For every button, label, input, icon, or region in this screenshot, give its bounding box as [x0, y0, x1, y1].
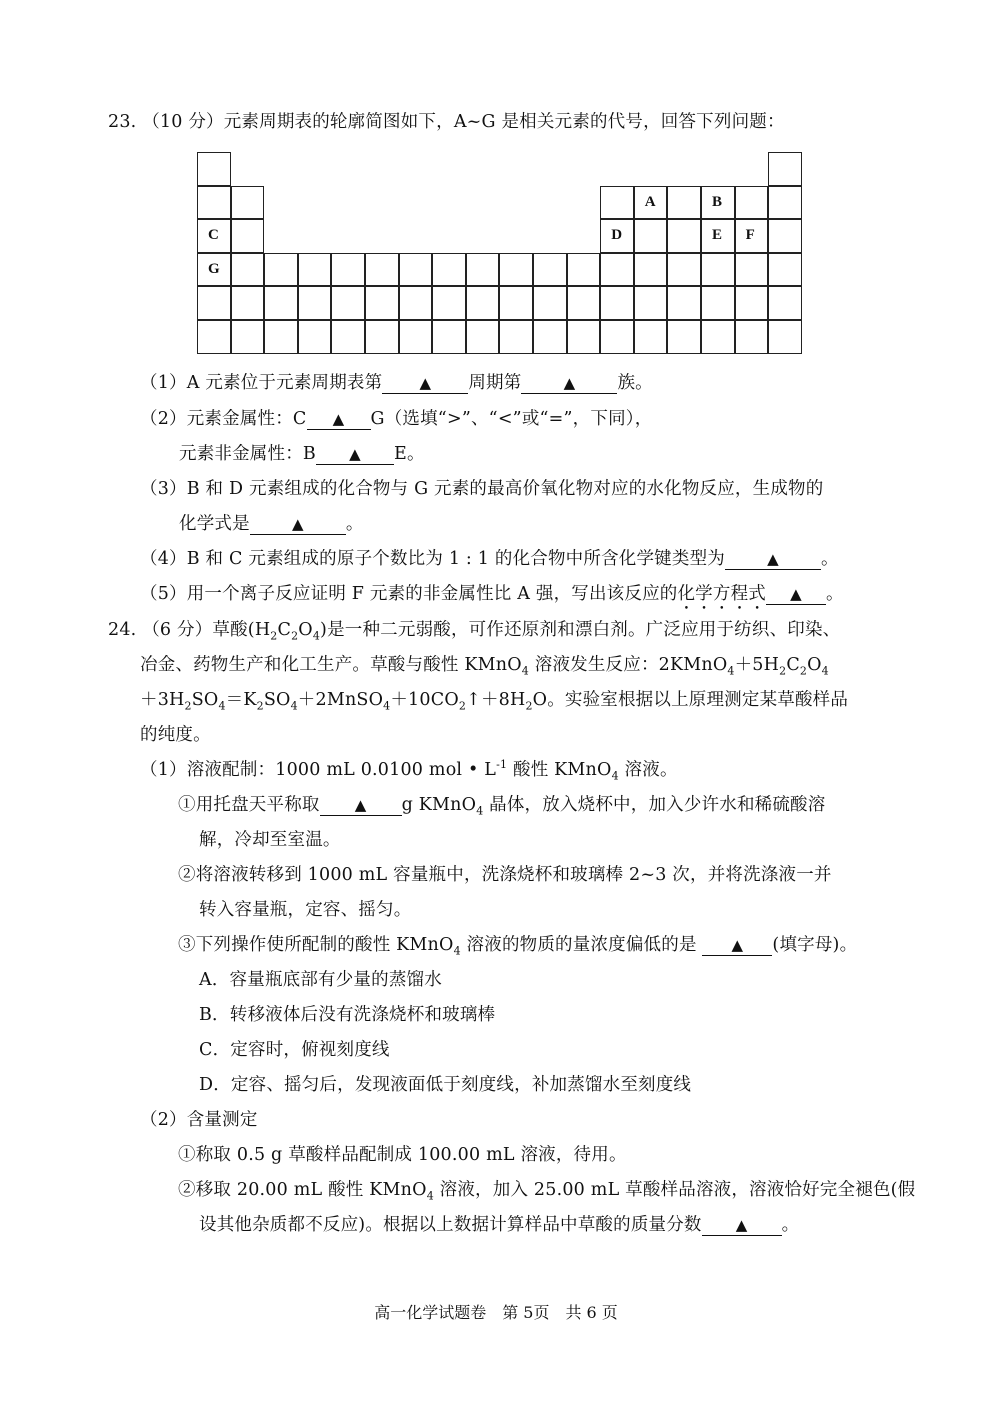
element-label-b: B — [712, 193, 723, 210]
periodic-cell — [365, 253, 399, 287]
periodic-cell — [768, 219, 802, 253]
q24-line3: $+3H_2SO_4=K_2SO_4+2MnSO_4+10CO_2↑+8H_2O$。实验室根据以上原理测定某草酸样品 — [140, 690, 849, 713]
q23-part3-cont: 化学式是 ▲ 。 — [179, 514, 364, 534]
periodic-cell — [768, 186, 802, 220]
periodic-cell — [197, 320, 231, 354]
q23-part4: （4）B 和 C 元素组成的原子个数比为 1 : 1 的化合物中所含化学键类型为 ▲ 。 — [140, 549, 839, 569]
periodic-cell — [768, 286, 802, 320]
q24-line4: 的纯度。 — [140, 725, 211, 745]
periodic-cell — [466, 286, 500, 320]
page-footer: 高一化学试题卷 第 5页 共 6 页 — [374, 1303, 618, 1322]
periodic-cell — [331, 253, 365, 287]
answer-blank[interactable]: ▲ — [316, 444, 394, 465]
q24-sub2-step2-cont: 设其他杂质都不反应)。根据以上数据计算样品中草酸的质量分数 ▲ 。 — [199, 1215, 800, 1235]
answer-blank[interactable]: ▲ — [702, 1215, 782, 1236]
answer-blank[interactable]: ▲ — [766, 584, 826, 605]
element-label-f: F — [745, 227, 755, 244]
answer-blank[interactable]: ▲ — [382, 373, 468, 394]
q23-part2-cont: 元素非金属性：B ▲ E。 — [179, 444, 425, 464]
periodic-cell — [331, 286, 365, 320]
periodic-cell — [197, 186, 231, 220]
answer-blank[interactable]: ▲ — [702, 935, 772, 956]
q24-sub1-step1-cont: 解，冷却至室温。 — [199, 830, 341, 850]
periodic-cell — [231, 219, 265, 253]
q24-sub1-step1: ①用托盘天平称取 ▲ g KMnO$_4$ 晶体，放入烧杯中，加入少许水和稀硫酸溶 — [178, 795, 826, 818]
periodic-cell — [298, 286, 332, 320]
periodic-cell — [667, 186, 701, 220]
periodic-cell — [197, 286, 231, 320]
q23-part1: （1）A 元素位于元素周期表第 ▲ 周期第 ▲ 族。 — [140, 373, 653, 393]
periodic-cell — [432, 253, 466, 287]
option-d: D．定容、摇匀后，发现液面低于刻度线，补加蒸馏水至刻度线 — [199, 1075, 692, 1095]
q24-sub2-step1: ①称取 0.5 g 草酸样品配制成 100.00 mL 溶液，待用。 — [178, 1145, 627, 1165]
periodic-cell — [432, 320, 466, 354]
periodic-cell — [634, 253, 668, 287]
periodic-cell — [231, 286, 265, 320]
periodic-cell — [298, 320, 332, 354]
q24-line1: 24. （6 分）草酸$(H_2C_2O_4)$是一种二元弱酸，可作还原剂和漂白剂。广泛应用于纺织、印染、 — [108, 620, 841, 643]
element-label-g: G — [208, 260, 220, 277]
periodic-cell — [499, 320, 533, 354]
answer-blank[interactable]: ▲ — [725, 549, 821, 570]
periodic-cell — [600, 320, 634, 354]
periodic-cell — [499, 286, 533, 320]
periodic-cell — [231, 253, 265, 287]
answer-blank[interactable]: ▲ — [250, 514, 346, 535]
q24-sub1-step2: ②将溶液转移到 1000 mL 容量瓶中，洗涤烧杯和玻璃棒 2~3 次，并将洗涤液一并 — [178, 865, 832, 885]
q23-part2: （2）元素金属性：C ▲ G（选填“>”、“<”或“=”，下同）， — [140, 409, 653, 429]
periodic-cell — [264, 286, 298, 320]
periodic-cell — [667, 320, 701, 354]
element-label-d: D — [611, 227, 623, 244]
periodic-cell — [768, 320, 802, 354]
periodic-cell — [365, 320, 399, 354]
periodic-cell — [197, 152, 231, 186]
q24-sub1: （1）溶液配制：1000 mL 0.0100 mol • $L^{-1}$ 酸性 KMnO$_4$ 溶液。 — [140, 758, 678, 783]
periodic-cell — [701, 253, 735, 287]
periodic-cell — [331, 320, 365, 354]
periodic-cell — [298, 253, 332, 287]
periodic-cell — [600, 286, 634, 320]
element-label-e: E — [712, 227, 723, 244]
periodic-cell — [701, 320, 735, 354]
periodic-cell — [667, 219, 701, 253]
q24-sub1-step3: ③下列操作使所配制的酸性 KMnO$_4$ 溶液的物质的量浓度偏低的是 ▲ (填字母)。 — [178, 935, 858, 958]
periodic-cell — [735, 286, 769, 320]
option-a: A．容量瓶底部有少量的蒸馏水 — [199, 970, 442, 990]
periodic-cell — [399, 320, 433, 354]
q24-sub2: （2）含量测定 — [140, 1110, 258, 1130]
periodic-cell — [231, 320, 265, 354]
periodic-cell — [768, 152, 802, 186]
answer-blank[interactable]: ▲ — [307, 409, 371, 430]
periodic-cell — [667, 253, 701, 287]
q23-header: 23. （10 分）元素周期表的轮廓简图如下，A~G 是相关元素的代号，回答下列问题： — [108, 112, 785, 132]
element-label-c: C — [208, 227, 219, 244]
periodic-cell — [567, 253, 601, 287]
periodic-cell — [533, 286, 567, 320]
periodic-cell — [634, 219, 668, 253]
periodic-cell — [466, 253, 500, 287]
element-label-a: A — [644, 193, 656, 210]
periodic-cell — [231, 186, 265, 220]
periodic-cell — [466, 320, 500, 354]
periodic-cell — [600, 186, 634, 220]
periodic-cell — [432, 286, 466, 320]
q24-line2: 冶金、药物生产和化工生产。草酸与酸性 KMnO$_4$ 溶液发生反应：$2KMnO_4+5H_2C_2O_4$ — [140, 655, 829, 678]
periodic-cell — [264, 320, 298, 354]
answer-blank[interactable]: ▲ — [320, 795, 402, 816]
periodic-cell — [399, 253, 433, 287]
periodic-cell — [735, 253, 769, 287]
q23-part3: （3）B 和 D 元素组成的化合物与 G 元素的最高价氧化物对应的水化物反应，生成物的 — [140, 479, 824, 499]
q24-sub1-step2-cont: 转入容量瓶，定容、摇匀。 — [199, 900, 412, 920]
periodic-cell — [533, 253, 567, 287]
periodic-cell — [667, 286, 701, 320]
periodic-cell — [600, 253, 634, 287]
periodic-cell — [399, 286, 433, 320]
periodic-cell — [499, 253, 533, 287]
periodic-cell — [634, 286, 668, 320]
periodic-cell — [567, 286, 601, 320]
periodic-cell — [533, 320, 567, 354]
q23-part5: （5）用一个离子反应证明 F 元素的非金属性比 A 强，写出该反应的化学方程式 ▲ 。 — [140, 584, 844, 604]
periodic-cell — [701, 286, 735, 320]
answer-blank[interactable]: ▲ — [521, 373, 617, 394]
periodic-cell — [735, 186, 769, 220]
periodic-cell — [735, 320, 769, 354]
periodic-cell — [567, 320, 601, 354]
periodic-cell — [264, 253, 298, 287]
periodic-cell — [768, 253, 802, 287]
periodic-cell — [365, 286, 399, 320]
option-c: C．定容时，俯视刻度线 — [199, 1040, 390, 1060]
q24-sub2-step2: ②移取 20.00 mL 酸性 KMnO$_4$ 溶液，加入 25.00 mL 草酸样品溶液，溶液恰好完全褪色(假 — [178, 1180, 916, 1203]
option-b: B．转移液体后没有洗涤烧杯和玻璃棒 — [199, 1005, 496, 1025]
periodic-cell — [634, 320, 668, 354]
